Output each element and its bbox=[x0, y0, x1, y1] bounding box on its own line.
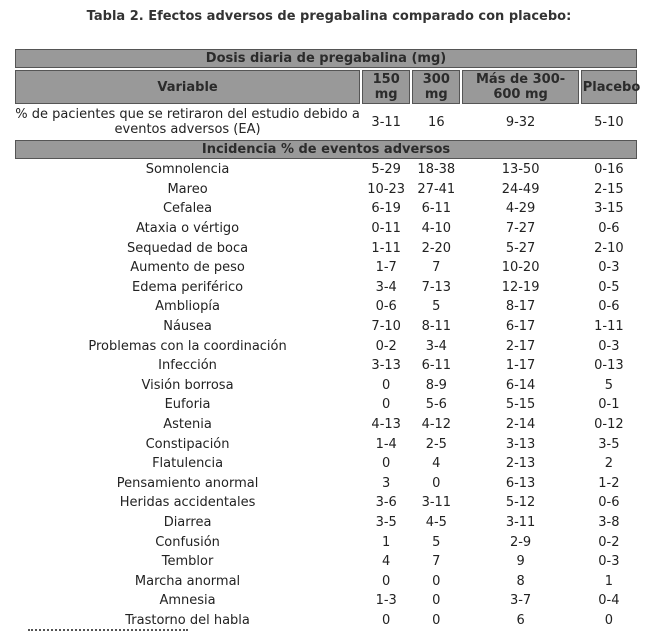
effect-name-cell: Edema periférico bbox=[132, 279, 244, 295]
withdrawal-row bbox=[15, 106, 637, 138]
dosis-header-row bbox=[15, 49, 637, 68]
table-cell: 2-5 bbox=[425, 436, 447, 452]
table-cell: 5 bbox=[604, 377, 614, 393]
table-cell: 6-19 bbox=[371, 201, 401, 217]
table-cell: 1-2 bbox=[598, 475, 620, 491]
table-cell: 4-12 bbox=[421, 417, 452, 433]
table-cell: 4-13 bbox=[371, 417, 401, 433]
table-cell: 6 bbox=[516, 612, 525, 628]
dosis-header: Dosis diaria de pregabalina (mg) bbox=[15, 49, 637, 68]
effect-name-cell: Infección bbox=[158, 358, 217, 374]
table-cell: 2-9 bbox=[509, 534, 532, 550]
table-title: Tabla 2. Efectos adversos de pregabalina comparado con placebo: bbox=[86, 9, 572, 24]
table-row bbox=[15, 553, 637, 571]
table-cell: 8-17 bbox=[505, 299, 536, 315]
table-row bbox=[15, 475, 637, 493]
withdrawal-label: % de pacientes que se retiraron del estudio debido a eventos adversos (EA) bbox=[15, 107, 360, 137]
column-header: 300 mg bbox=[412, 70, 460, 104]
table-cell: 0-2 bbox=[598, 534, 620, 550]
table-cell: 8-11 bbox=[421, 319, 452, 335]
table-cell: 13-50 bbox=[501, 162, 540, 178]
table-cell: 0-3 bbox=[598, 554, 620, 570]
table-cell: 0-3 bbox=[598, 338, 620, 354]
table-cell: 2-13 bbox=[505, 456, 536, 472]
table-cell: 18-38 bbox=[417, 162, 456, 178]
table-cell: 5-29 bbox=[371, 162, 401, 178]
table-cell: 9 bbox=[516, 554, 525, 570]
effect-name-cell: Trastorno del habla bbox=[125, 612, 250, 628]
table-row bbox=[15, 318, 637, 336]
table-cell: 2-15 bbox=[594, 181, 624, 197]
effect-name-cell: Confusión bbox=[155, 534, 220, 550]
table-cell: 3-7 bbox=[509, 593, 532, 609]
column-header-row bbox=[15, 70, 637, 104]
effect-name-cell: Ataxia o vértigo bbox=[135, 221, 240, 237]
table-cell: 0-2 bbox=[375, 338, 397, 354]
table-cell: 1-4 bbox=[375, 436, 397, 452]
table-cell: 6-17 bbox=[505, 319, 536, 335]
table-row bbox=[15, 298, 637, 316]
table-cell: 5-10 bbox=[594, 114, 624, 130]
table-cell: 0-6 bbox=[375, 299, 397, 315]
table-cell: 0 bbox=[382, 573, 391, 589]
table-cell: 0-12 bbox=[594, 417, 624, 433]
incidence-header-row bbox=[15, 140, 637, 159]
table-cell: 27-41 bbox=[417, 181, 456, 197]
table-cell: 1-11 bbox=[594, 319, 624, 335]
effect-name-cell: Pensamiento anormal bbox=[116, 475, 259, 491]
table-row bbox=[15, 279, 637, 297]
table-cell: 4-29 bbox=[505, 201, 536, 217]
table-row bbox=[15, 396, 637, 414]
column-header: Más de 300-600 mg bbox=[462, 70, 578, 104]
incidence-header: Incidencia % de eventos adversos bbox=[15, 140, 637, 159]
table-cell: 0-11 bbox=[371, 221, 401, 237]
table-cell: 0 bbox=[382, 612, 391, 628]
table-cell: 0 bbox=[382, 397, 391, 413]
effect-name-cell: Heridas accidentales bbox=[119, 495, 256, 511]
table-cell: 16 bbox=[428, 114, 445, 130]
table-cell: 4-10 bbox=[421, 221, 452, 237]
table-row bbox=[15, 357, 637, 375]
effect-name-cell: Flatulencia bbox=[152, 456, 224, 472]
effect-name-cell: Diarrea bbox=[163, 514, 212, 530]
table-cell: 3-5 bbox=[375, 514, 397, 530]
table-cell: 6-13 bbox=[505, 475, 536, 491]
table-row bbox=[15, 337, 637, 355]
table-cell: 7-13 bbox=[421, 279, 452, 295]
table-cell: 10-20 bbox=[501, 260, 540, 276]
effect-name-cell: Somnolencia bbox=[145, 162, 230, 178]
table-cell: 0-13 bbox=[594, 358, 624, 374]
table-cell: 3-11 bbox=[371, 114, 401, 130]
table-cell: 0-4 bbox=[598, 593, 620, 609]
table-cell: 8 bbox=[516, 573, 525, 589]
table-row bbox=[15, 572, 637, 590]
table-cell: 0 bbox=[382, 377, 391, 393]
table-cell: 6-14 bbox=[505, 377, 536, 393]
table-cell: 3-6 bbox=[375, 495, 397, 511]
table-cell: 3-4 bbox=[425, 338, 447, 354]
table-cell: 5-6 bbox=[425, 397, 447, 413]
table-cell: 2-10 bbox=[594, 240, 624, 256]
column-header: Variable bbox=[15, 70, 360, 104]
effect-name-cell: Amnesia bbox=[159, 593, 216, 609]
effect-name-cell: Constipación bbox=[145, 436, 230, 452]
table-cell: 2-14 bbox=[505, 417, 536, 433]
table-cell: 3-11 bbox=[505, 514, 536, 530]
effect-name-cell: Cefalea bbox=[162, 201, 213, 217]
table-cell: 6-11 bbox=[421, 201, 452, 217]
effect-name-cell: Problemas con la coordinación bbox=[88, 338, 287, 354]
table-row bbox=[15, 494, 637, 512]
effect-name-cell: Temblor bbox=[161, 554, 214, 570]
table-cell: 0-1 bbox=[598, 397, 620, 413]
table-row bbox=[15, 377, 637, 395]
table-row bbox=[15, 416, 637, 434]
table-cell: 4 bbox=[382, 554, 391, 570]
table-cell: 2-20 bbox=[421, 240, 452, 256]
table-cell: 0 bbox=[432, 593, 441, 609]
table-cell: 1-7 bbox=[375, 260, 397, 276]
table-cell: 3 bbox=[382, 475, 391, 491]
table-cell: 10-23 bbox=[367, 181, 406, 197]
table-cell: 0-16 bbox=[594, 162, 624, 178]
effect-name-cell: Sequedad de boca bbox=[127, 240, 249, 256]
table-cell: 24-49 bbox=[501, 181, 540, 197]
effect-name-cell: Náusea bbox=[163, 319, 212, 335]
table-cell: 7 bbox=[432, 260, 441, 276]
table-row bbox=[15, 220, 637, 238]
table-cell: 5 bbox=[432, 299, 441, 315]
effect-name-cell: Ambliopía bbox=[155, 299, 220, 315]
table-cell: 0 bbox=[432, 612, 441, 628]
table-cell: 3-5 bbox=[598, 436, 620, 452]
column-header: Placebo bbox=[581, 70, 637, 104]
table-cell: 3-13 bbox=[505, 436, 536, 452]
table-cell: 0-6 bbox=[598, 221, 620, 237]
table-cell: 5-15 bbox=[505, 397, 536, 413]
effect-name-cell: Astenia bbox=[163, 417, 212, 433]
table-cell: 0 bbox=[382, 456, 391, 472]
table-cell: 9-32 bbox=[505, 114, 536, 130]
table-cell: 5-27 bbox=[505, 240, 536, 256]
effect-name-cell: Visión borrosa bbox=[141, 377, 234, 393]
table-cell: 3-8 bbox=[598, 514, 620, 530]
table-row bbox=[15, 200, 637, 218]
table-cell: 3-15 bbox=[594, 201, 624, 217]
table-cell: 0 bbox=[604, 612, 614, 628]
table-row bbox=[15, 592, 637, 610]
table-cell: 0-5 bbox=[598, 279, 620, 295]
table-cell: 7-10 bbox=[371, 319, 401, 335]
table-row bbox=[15, 533, 637, 551]
table-cell: 0-6 bbox=[598, 495, 620, 511]
table-cell: 0 bbox=[432, 475, 441, 491]
effect-name-cell: Marcha anormal bbox=[134, 573, 241, 589]
table-cell: 2 bbox=[604, 456, 614, 472]
table-cell: 1 bbox=[382, 534, 391, 550]
table-cell: 3-13 bbox=[371, 358, 401, 374]
table-cell: 0-6 bbox=[598, 299, 620, 315]
table-cell: 7 bbox=[432, 554, 441, 570]
table-cell: 6-11 bbox=[421, 358, 452, 374]
table-cell: 7-27 bbox=[505, 221, 536, 237]
table-cell: 3-11 bbox=[421, 495, 452, 511]
table-row bbox=[15, 239, 637, 257]
adverse-effects-table bbox=[13, 47, 639, 631]
table-cell: 3-4 bbox=[375, 279, 397, 295]
table-row bbox=[15, 259, 637, 277]
table-cell: 1-3 bbox=[375, 593, 397, 609]
table-cell: 2-17 bbox=[505, 338, 536, 354]
table-cell: 5 bbox=[432, 534, 441, 550]
table-cell: 4-5 bbox=[425, 514, 447, 530]
effect-name-cell: Mareo bbox=[167, 181, 208, 197]
table-cell: 8-9 bbox=[425, 377, 447, 393]
table-cell: 12-19 bbox=[501, 279, 540, 295]
cut-off-text-remnant bbox=[28, 629, 188, 634]
effect-name-cell: Aumento de peso bbox=[130, 260, 245, 276]
table-row bbox=[15, 181, 637, 199]
table-cell: 1-11 bbox=[371, 240, 401, 256]
table-cell: 4 bbox=[432, 456, 441, 472]
table-cell: 5-12 bbox=[505, 495, 536, 511]
column-header: 150 mg bbox=[362, 70, 410, 104]
table-row bbox=[15, 612, 637, 630]
table-cell: 0-3 bbox=[598, 260, 620, 276]
table-cell: 1 bbox=[604, 573, 614, 589]
table-cell: 0 bbox=[432, 573, 441, 589]
table-row bbox=[15, 514, 637, 532]
table-row bbox=[15, 435, 637, 453]
table-cell: 1-17 bbox=[505, 358, 536, 374]
table-row bbox=[15, 455, 637, 473]
effect-name-cell: Euforia bbox=[164, 397, 211, 413]
table-row bbox=[15, 161, 637, 179]
